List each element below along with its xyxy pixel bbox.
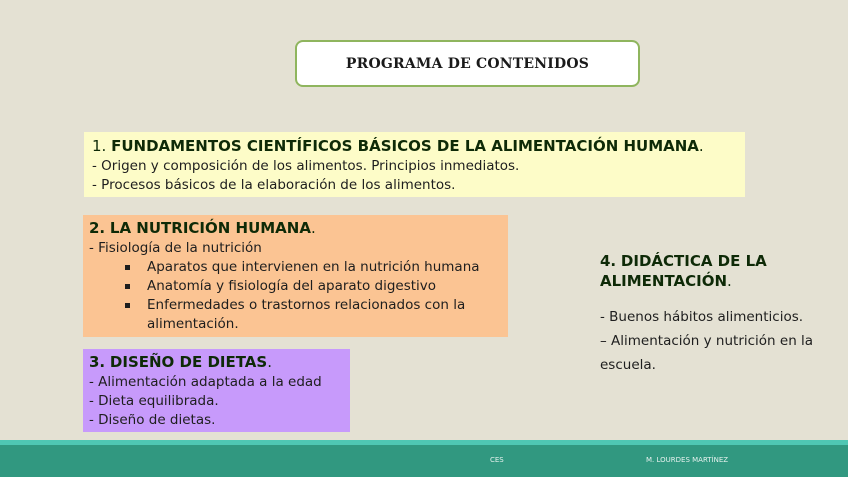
square-bullet-icon bbox=[125, 284, 130, 289]
section-1-box bbox=[84, 132, 745, 197]
section-1-end: . bbox=[698, 137, 704, 155]
list-item bbox=[121, 277, 502, 296]
section-2-heading: LA NUTRICIÓN HUMANA bbox=[109, 219, 311, 237]
section-2-box bbox=[83, 215, 508, 337]
section-2-title bbox=[89, 217, 502, 239]
section-4-heading: DIDÁCTICA DE LA ALIMENTACIÓN bbox=[600, 252, 767, 290]
section-4-box bbox=[600, 251, 830, 377]
section-3-end: . bbox=[267, 353, 272, 371]
section-2-line: - Fisiología de la nutrición bbox=[89, 240, 262, 256]
section-4-line: – Alimentación y nutrición en la escuela. bbox=[600, 333, 814, 373]
list-item-text: Anatomía y fisiología del aparato digestivo bbox=[147, 278, 437, 294]
section-1-number: 1. bbox=[92, 137, 107, 155]
section-4-number: 4. bbox=[600, 252, 617, 270]
list-item-text: Aparatos que intervienen en la nutrición humana bbox=[147, 259, 480, 275]
section-1-line: - Origen y composición de los alimentos. Principios inmediatos. bbox=[92, 158, 520, 174]
section-3-line: - Dieta equilibrada. bbox=[89, 393, 219, 409]
section-3-box bbox=[83, 349, 350, 432]
section-4-title bbox=[600, 251, 830, 291]
footer-center-text: CES bbox=[490, 456, 504, 464]
list-item bbox=[121, 258, 502, 277]
footer-author: M. LOURDES MARTÍNEZ bbox=[646, 456, 729, 464]
page-title: PROGRAMA DE CONTENIDOS bbox=[345, 55, 590, 72]
section-3-line: - Diseño de dietas. bbox=[89, 412, 216, 428]
section-3-title bbox=[89, 351, 344, 373]
list-item bbox=[121, 296, 502, 334]
list-item-text: Enfermedades o trastornos relacionados con la alimentación. bbox=[147, 297, 466, 332]
title-box bbox=[295, 40, 640, 87]
section-2-end: . bbox=[310, 219, 316, 237]
section-1-line: - Procesos básicos de la elaboración de los alimentos. bbox=[92, 177, 456, 193]
section-3-number: 3. bbox=[89, 353, 106, 371]
section-2-number: 2. bbox=[89, 219, 106, 237]
square-bullet-icon bbox=[125, 265, 130, 270]
section-2-bullet-list bbox=[89, 258, 502, 334]
section-1-heading: FUNDAMENTOS CIENTÍFICOS BÁSICOS DE LA ALIMENTACIÓN HUMANA bbox=[111, 137, 699, 155]
square-bullet-icon bbox=[125, 303, 130, 308]
section-3-heading: DISEÑO DE DIETAS bbox=[109, 353, 268, 371]
section-1-title bbox=[92, 135, 737, 157]
section-3-line: - Alimentación adaptada a la edad bbox=[89, 374, 322, 390]
section-4-line: - Buenos hábitos alimenticios. bbox=[600, 309, 804, 325]
section-4-end: . bbox=[727, 272, 732, 290]
footer-bar bbox=[0, 445, 848, 477]
